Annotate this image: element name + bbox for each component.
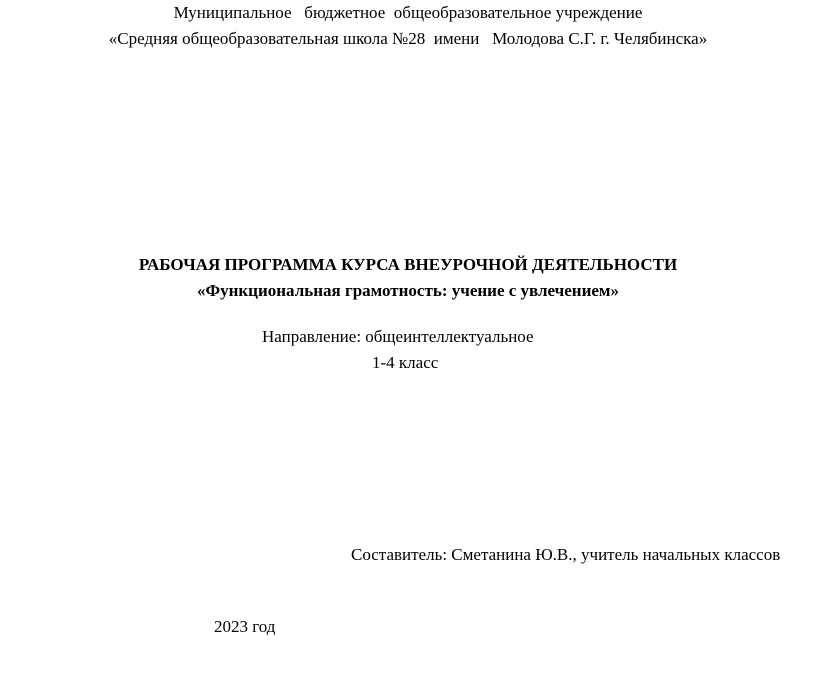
grade-text: 1-4 класс: [372, 353, 439, 372]
course-name: «Функциональная грамотность: учение с увлечением»: [196, 281, 620, 300]
program-title: РАБОЧАЯ ПРОГРАММА КУРСА ВНЕУРОЧНОЙ ДЕЯТЕЛЬНОСТИ: [138, 255, 678, 274]
institution-line-1: Муниципальное бюджетное общеобразовательное учреждение: [173, 3, 643, 22]
institution-line-2: «Средняя общеобразовательная школа №28 имени Молодова С.Г. г. Челябинска»: [108, 29, 708, 48]
year-text: 2023 год: [214, 617, 276, 636]
direction-text: Направление: общеинтеллектуальное: [262, 327, 534, 346]
author-text: Составитель: Сметанина Ю.В., учитель начальных классов: [351, 545, 781, 564]
